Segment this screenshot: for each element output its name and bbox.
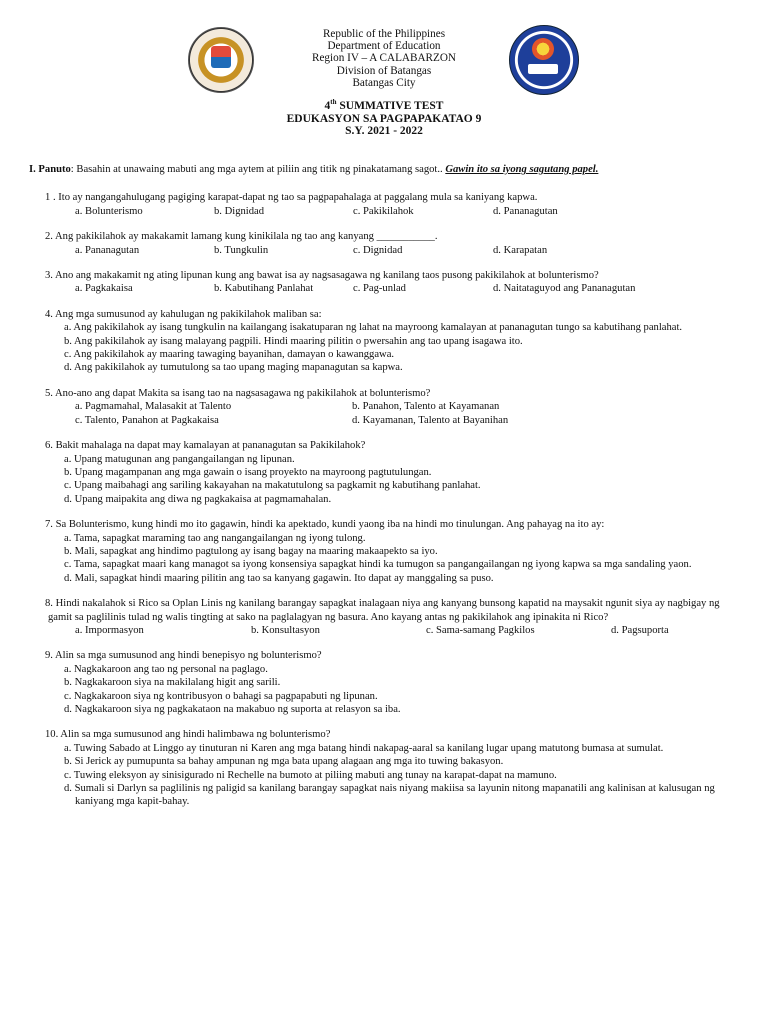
option-c: c. Upang maibahagi ang sariling kakayahan na makatutulong sa pagkamit ng kabutihang panlahat. xyxy=(64,480,481,492)
question-5 xyxy=(0,387,768,427)
option-a: a. Pananagutan xyxy=(75,244,140,256)
option-d: d. Mali, sapagkat hindi maaring pilitin ang tao sa kanyang gagawin. Ito dapat ay manggaling sa puso. xyxy=(64,572,494,584)
question-stem: 1 . Ito ay nangangahulugang pagiging karapat-dapat ng tao sa pagpapahalaga at paggalang mula sa kaniyang kapwa. xyxy=(45,192,538,204)
header-city: Batangas City xyxy=(352,76,416,89)
option-a: a. Upang matugunan ang pangangailangan ng lipunan. xyxy=(64,453,295,465)
option-c: c. Tama, sapagkat maari kang managot sa iyong konsensiya sapagkat hindi ka tumugon sa pangangailangan ng iyong kapwa sa mga sandaling yaon. xyxy=(64,559,692,571)
option-a: a. Pagkakaisa xyxy=(75,283,133,295)
question-stem: 2. Ang pakikilahok ay makakamit lamang kung kinikilala ng tao ang kanyang ___________. xyxy=(45,231,438,243)
header-division: Division of Batangas xyxy=(336,64,432,77)
question-stem: 8. Hindi nakalahok si Rico sa Oplan Linis ng kanilang barangay sapagkat inalagaan niya ang kanyang bunsong kapatid na maysakit ngunit siya ay nagbigay ng gamit sa paglilinis tulad ng walis tingting at sako na paglalagyan ng basura. Ano kayang antas ng pakikilahok ang ipinakita ni Rico? xyxy=(45,598,720,623)
option-d: d. Pananagutan xyxy=(493,205,558,217)
question-stem: 7. Sa Bolunterismo, kung hindi mo ito gagawin, hindi ka apektado, kundi yaong iba na hindi mo tinulungan. Ang pahayag na ito ay: xyxy=(45,519,605,531)
subject-title: EDUKASYON SA PAGPAPAKATAO 9 xyxy=(286,112,482,125)
option-b: b. Konsultasyon xyxy=(251,624,320,636)
option-b: b. Panahon, Talento at Kayamanan xyxy=(352,401,500,413)
options-row xyxy=(0,282,768,295)
options-list xyxy=(0,453,768,507)
option-d: d. Sumali si Darlyn sa paglilinis ng paligid sa kanilang barangay sapagkat nais niyang makiisa sa layunin nitong mapanatili ang kalinisan at kalusugan ng kaniyang mga kapit-bahay. xyxy=(64,783,715,808)
option-b: b. Mali, sapagkat ang hindimo pagtulong ay isang bagay na maaring makaapekto sa iyo. xyxy=(64,545,438,557)
instructions-note: Gawin ito sa iyong sagutang papel. xyxy=(445,164,599,175)
question-6 xyxy=(0,439,768,506)
document-header xyxy=(0,28,768,138)
question-stem: 6. Bakit mahalaga na dapat may kamalayan at pananagutan sa Pakikilahok? xyxy=(45,440,366,452)
question-7 xyxy=(0,518,768,585)
option-d: d. Nagkakaroon siya ng pagkakataon na makabuo ng suporta at relasyon sa iba. xyxy=(64,704,401,715)
option-a: a. Impormasyon xyxy=(75,624,144,636)
option-a: a. Bolunterismo xyxy=(75,205,143,217)
option-d: d. Naitataguyod ang Pananagutan xyxy=(493,283,636,295)
option-d: d. Karapatan xyxy=(493,244,548,256)
option-a: a. Tuwing Sabado at Linggo ay tinuturan ni Karen ang mga batang hindi nakapag-aaral sa kanilang lugar upang matutong bumasa at sumulat. xyxy=(64,742,664,754)
option-d: d. Kayamanan, Talento at Bayanihan xyxy=(352,414,509,426)
option-c: c. Tuwing eleksyon ay sinisigurado ni Rechelle na bumoto at piliing mabuti ang tunay na karapat-dapat na mamuno. xyxy=(64,769,557,781)
options-list xyxy=(0,321,768,375)
instructions xyxy=(0,163,768,176)
question-stem: 10. Alin sa mga sumusunod ang hindi halimbawa ng bolunterismo? xyxy=(45,729,331,741)
option-c: c. Ang pakikilahok ay maaring tawaging bayanihan, damayan o kawanggawa. xyxy=(64,349,395,361)
question-10 xyxy=(0,728,768,808)
question-8 xyxy=(0,597,768,637)
school-year: S.Y. 2021 - 2022 xyxy=(345,125,423,138)
option-a: a. Tama, sapagkat maraming tao ang nangangailangan ng iyong tulong. xyxy=(64,532,366,544)
question-stem: 9. Alin sa mga sumusunod ang hindi benepisyo ng bolunterismo? xyxy=(45,650,322,662)
options-list xyxy=(0,663,768,717)
instructions-text: : Basahin at unawaing mabuti ang mga aytem at piliin ang titik ng pinakatamang sagot.. xyxy=(70,164,446,175)
options-row xyxy=(0,205,768,218)
option-b: b. Tungkulin xyxy=(214,244,269,256)
option-d: d. Ang pakikilahok ay tumutulong sa tao upang maging mapanagutan sa kapwa. xyxy=(64,362,403,374)
option-c: c. Pakikilahok xyxy=(353,205,414,217)
question-2 xyxy=(0,230,768,257)
option-c: c. Nagkakaroon siya ng kontribusyon o bahagi sa pagpapabuti ng lipunan. xyxy=(64,690,378,702)
header-region: Region IV – A CALABARZON xyxy=(312,52,456,65)
instructions-label: I. Panuto xyxy=(29,164,71,175)
option-d: d. Pagsuporta xyxy=(611,624,669,636)
option-b: b. Kabutihang Panlahat xyxy=(214,283,314,295)
option-c: c. Dignidad xyxy=(353,244,403,256)
option-c: c. Pag-unlad xyxy=(353,283,406,295)
test-body xyxy=(0,163,768,809)
question-1 xyxy=(0,191,768,218)
option-b: b. Si Jerick ay pumupunta sa bahay ampunan ng mga bata upang alagaan ang mga ito tuwing bakasyon. xyxy=(64,756,504,768)
option-c: c. Talento, Panahon at Pagkakaisa xyxy=(75,414,219,426)
option-b: b. Nagkakaroon siya na makilalang higit ang sarili. xyxy=(64,677,281,689)
option-a: a. Ang pakikilahok ay isang tungkulin na kailangang isakatuparan ng lahat na mayroong kamalayan at pananagutan tungo sa kabutihang panlahat. xyxy=(64,322,683,334)
option-c: c. Sama-samang Pagkilos xyxy=(426,624,535,636)
option-a: a. Nagkakaroon ang tao ng personal na paglago. xyxy=(64,663,268,675)
options-list xyxy=(0,532,768,586)
question-3 xyxy=(0,269,768,296)
option-b: b. Dignidad xyxy=(214,205,265,217)
option-a: a. Pagmamahal, Malasakit at Talento xyxy=(75,401,232,413)
question-stem: 4. Ang mga sumusunod ay kahulugan ng pakikilahok maliban sa: xyxy=(45,308,322,320)
options-grid xyxy=(0,400,768,427)
option-b: b. Ang pakikilahok ay isang malayang pagpili. Hindi maaring pilitin o pwersahin ang tao upang isagawa ito. xyxy=(64,335,523,347)
options-row xyxy=(0,244,768,257)
test-title: 4th SUMMATIVE TEST xyxy=(324,98,444,113)
options-list xyxy=(0,742,768,809)
header-department: Department of Education xyxy=(327,40,441,53)
question-9 xyxy=(0,649,768,716)
question-stem: 5. Ano-ano ang dapat Makita sa isang tao na nagsasagawa ng pakikilahok at bolunterismo? xyxy=(45,387,431,399)
option-d: d. Upang maipakita ang diwa ng pagkakaisa at pagmamahalan. xyxy=(64,493,332,505)
question-4 xyxy=(0,308,768,375)
options-row xyxy=(0,624,768,637)
question-stem: 3. Ano ang makakamit ng ating lipunan kung ang bawat isa ay nagsasagawa ng kanilang taos pusong pakikilahok at bolunterismo? xyxy=(45,270,599,282)
header-republic: Republic of the Philippines xyxy=(322,28,446,40)
option-b: b. Upang magampanan ang mga gawain o isang proyekto na mayroong pagtutulungan. xyxy=(64,466,432,478)
